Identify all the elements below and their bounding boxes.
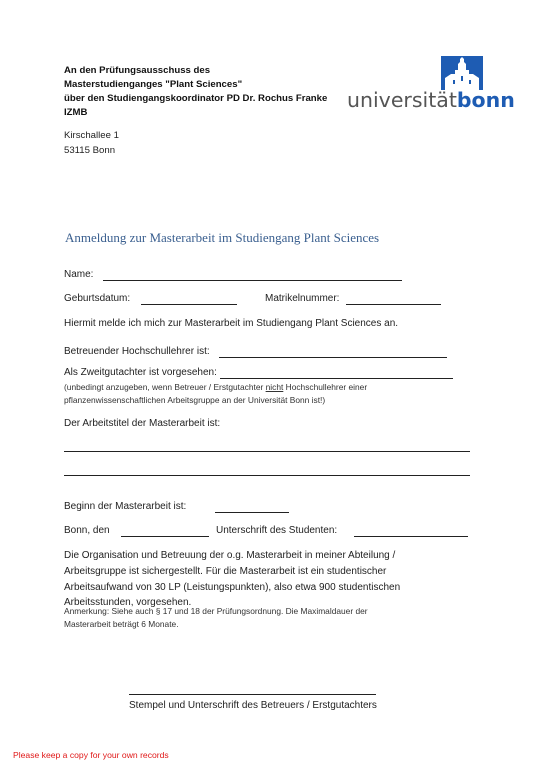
note-text-pre: (unbedingt anzugeben, wenn Betreuer / Erstgutachter bbox=[64, 382, 266, 392]
recipient-line-3: über den Studiengangskoordinator PD Dr. Rochus Franke bbox=[64, 93, 328, 104]
supervisor-signature-field[interactable] bbox=[129, 694, 376, 695]
recipient-line-4: IZMB bbox=[64, 107, 88, 118]
name-field[interactable] bbox=[103, 280, 402, 281]
start-field[interactable] bbox=[215, 512, 289, 513]
stamp-signature-label: Stempel und Unterschrift des Betreuers / Erstgutachters bbox=[129, 700, 377, 711]
logo-text-bonn: bonn bbox=[456, 88, 515, 112]
declaration-text: Hiermit melde ich mich zur Masterarbeit im Studiengang Plant Sciences an. bbox=[64, 318, 399, 329]
organisation-paragraph-2: Arbeitsgruppe ist sichergestellt. Für die Masterarbeit ist ein studentischer bbox=[64, 566, 387, 577]
footer-note: Please keep a copy for your own records bbox=[13, 750, 169, 760]
university-building-icon bbox=[441, 56, 483, 90]
recipient-line-2: Masterstudienganges "Plant Sciences" bbox=[64, 79, 243, 90]
remark-line-2: Masterarbeit beträgt 6 Monate. bbox=[64, 619, 179, 629]
dob-label: Geburtsdatum: bbox=[64, 293, 131, 304]
name-label: Name: bbox=[64, 269, 94, 280]
second-reviewer-note-1 bbox=[64, 381, 367, 394]
second-reviewer-field[interactable] bbox=[220, 378, 453, 379]
note-text-emphasis: nicht bbox=[265, 382, 284, 392]
logo-wordmark bbox=[347, 88, 515, 112]
date-field[interactable] bbox=[121, 536, 209, 537]
second-reviewer-label: Als Zweitgutachter ist vorgesehen: bbox=[64, 367, 217, 378]
recipient-line-1: An den Prüfungsausschuss des bbox=[64, 65, 211, 76]
thesis-title-label: Der Arbeitstitel der Masterarbeit ist: bbox=[64, 418, 221, 429]
second-reviewer-note-2: pflanzenwissenschaftlichen Arbeitsgruppe an der Universität Bonn ist!) bbox=[64, 395, 326, 405]
remark-line-1: Anmerkung: Siehe auch § 17 und 18 der Prüfungsordnung. Die Maximaldauer der bbox=[64, 606, 368, 616]
address-city: 53115 Bonn bbox=[64, 145, 116, 156]
matrikel-field[interactable] bbox=[346, 304, 441, 305]
organisation-paragraph-4: Arbeitsstunden, vorgesehen. bbox=[64, 597, 192, 608]
place-date-label: Bonn, den bbox=[64, 525, 110, 536]
thesis-title-field-2[interactable] bbox=[64, 475, 470, 476]
thesis-title-field-1[interactable] bbox=[64, 451, 470, 452]
note-text-post: Hochschullehrer einer bbox=[283, 382, 368, 392]
address-street: Kirschallee 1 bbox=[64, 130, 119, 141]
organisation-paragraph-3: Arbeitsaufwand von 30 LP (Leistungspunkten), also etwa 900 studentischen bbox=[64, 582, 401, 593]
student-signature-field[interactable] bbox=[354, 536, 468, 537]
matrikel-label: Matrikelnummer: bbox=[265, 293, 340, 304]
supervisor-field[interactable] bbox=[219, 357, 447, 358]
dob-field[interactable] bbox=[141, 304, 237, 305]
form-heading: Anmeldung zur Masterarbeit im Studiengang Plant Sciences bbox=[65, 230, 380, 245]
organisation-paragraph-1: Die Organisation und Betreuung der o.g. Masterarbeit in meiner Abteilung / bbox=[64, 550, 396, 561]
supervisor-label: Betreuender Hochschullehrer ist: bbox=[64, 346, 210, 357]
student-signature-label: Unterschrift des Studenten: bbox=[216, 525, 338, 536]
start-label: Beginn der Masterarbeit ist: bbox=[64, 501, 187, 512]
logo-text-universitaet: universität bbox=[347, 88, 457, 112]
